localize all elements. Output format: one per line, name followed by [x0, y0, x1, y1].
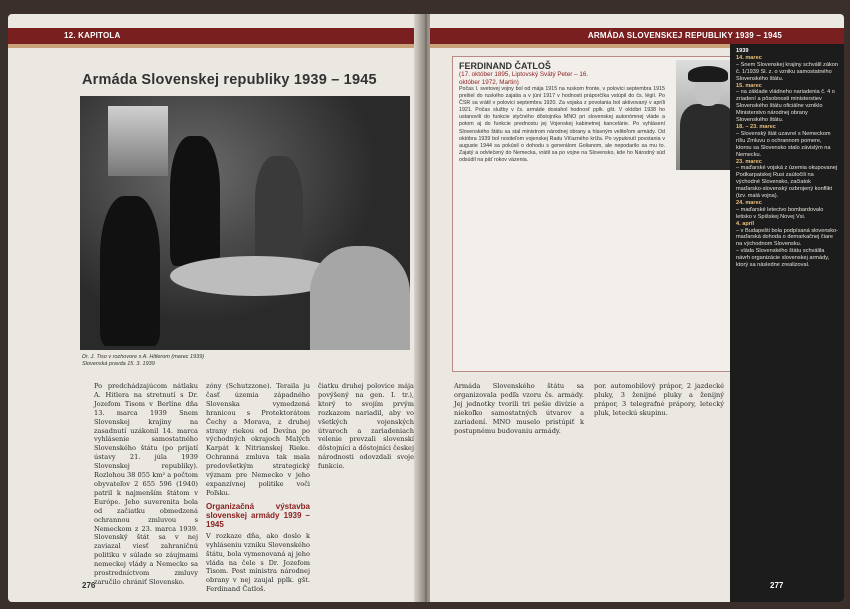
- text-column-right-2: [594, 382, 724, 418]
- text-column-1: [94, 382, 198, 587]
- header-band: ARMÁDA SLOVENSKEJ REPUBLIKY 1939 – 1945: [430, 28, 844, 44]
- paragraph: zóny (Schutzzone). Teraila ju časť územia západného Slovenska vymedzená hranicou s Protektorátom Čechy a Morava, z druhej strany riekou od Devína po východných okrajoch Malých Karpát k Nitrianskej Rieke. Ochranná zmluva tak mala predovšetkým strategický význam pre Nemecko v jeho expanzívnej politike voči Poľsku.: [206, 382, 310, 497]
- chapter-band: 12. KAPITOLA: [8, 28, 422, 44]
- page-number-right: 277: [770, 581, 784, 590]
- page-number-left: 276: [82, 581, 96, 590]
- bio-text: Počas I. svetovej vojny bol od mája 1915 na ruskom fronte, v polovici septembra 1915 prešiel do ruského zajatia a v júni 1917 v hodnosti práporčíka vstúpil do čs. légií. Po ČSR sa vrátil v polovici septembra 1920. Za vojaka z povolania bol aktivovaný v apríli 1921. Počas služby v čs. armáde dosiahol hodnosť pplk. gšt. V októbri 1938 ho ustanovili do funkcie styčného dôstojníka MNO pri slovenskej autonómnej vláde a potom aj do funkcie prednostu jej Vojenskej kabinetnej kancelárie. Po vyhlásení Slovenského štátu sa stal ministrom národnej obrany a hlavným veliteľom armády. Od októbra 1939 bol nositeľom vojenskej Radu Víťazného kríža. Po vypuknutí povstania v auguste 1944 sa pokúsil o dohodu s generálom Golianom, ale nepodarilo sa mu to. Zajatý a odvlečený do Nemecka, vrátil sa po vojne na Slovensko, kde ho Národný súd odsúdil na päť rokov väzenia.: [459, 86, 665, 163]
- text-column-right-1: [454, 382, 584, 435]
- figure-right: [310, 246, 410, 350]
- paragraph: Po predchádzajúcom nátlaku A. Hitlera na stretnutí s Dr. Jozefom Tisom v Berlíne dňa 13. marca 1939 Snem Slovenskej krajiny na zasadnutí uzákonil 14. marca vyhlásenie samostatného Slovenského štátu (po prijatí ústavy 21. júla 1939 Slovenskej republiky). Rozlohou 38 055 km² a počtom obyvateľov 2 655 596 (1940) patril k najmenším štátom v Európe. Jeho suverenita bola od začiatku obmedzená ochrannou zmluvou s Nemeckom z 23. marca 1939. Slovenský štát sa v nej zaviazal viesť zahraničnú politiku v súlade so záujmami nemeckej vlády a Nemecko sa prostredníctvom zmluvy zaručilo chrániť Slovensko.: [94, 382, 198, 586]
- left-page: [8, 14, 422, 602]
- figure-left: [170, 136, 220, 266]
- text-column-3: [318, 382, 414, 471]
- timeline-entry: 1939 14. marec – Snem Slovenskej krajiny schválil zákon č. 1/1939 Sl. z. o vzniku samostatného Slovenského štátu.: [736, 48, 838, 82]
- page-title: Armáda Slovenskej republiky 1939 – 1945: [82, 72, 377, 88]
- right-page: [430, 14, 844, 602]
- uniform-shape: [680, 104, 736, 170]
- timeline-entry: 15. marec – na základe vládneho nariadenia č. 4 o zriadení a pôsobnosti ministerstiev Slovenského štátu oficiálne vzniklo Ministerstvo národnej obrany Slovenského štátu.: [736, 82, 835, 124]
- paragraph: por. automobilový prápor, 2 jazdecké pluky, 3 ženijné pluky a ženijný prápor, 3 telegrafné prápory, letecký pluk, leteckú skupinu.: [594, 382, 724, 417]
- cap-shape: [688, 66, 728, 82]
- bio-name: FERDINAND ČATLOŠ: [459, 61, 551, 71]
- header-stripe: [8, 44, 422, 48]
- figure-center: [255, 156, 303, 266]
- timeline-entry: – vláda Slovenského štátu schválila návrh organizácie slovenskej armády, ktorý sa následne zrealizoval.: [736, 248, 830, 269]
- section-heading: Organizačná výstavba slovenskej armády 1939 – 1945: [206, 501, 310, 529]
- figure-front: [100, 196, 160, 346]
- paragraph: čiatku druhej polovice mája povýšený na gen. I. tr.), ktorý to svojím prvým rozkazom nariadil, aby vo všetkých vojenských útvaroch a zariadeniach velenie prevzali slovenskí dôstojníci a dôstojníci českej národnosti odovzdali svoje funkcie.: [318, 382, 414, 471]
- timeline-entry: 4. apríl – v Budapešti bola podpísaná slovensko-maďarská dohoda o demarkačnej čiare na východnom Slovensku.: [736, 220, 838, 248]
- open-book: [8, 14, 844, 602]
- timeline-entry: 23. marec – maďarské vojská z územia okupovanej Podkarpatskej Rusi zaútočili na východné Slovensko, začiatok maďarsko-slovenský ozbrojený konflikt (tzv. malá vojna).: [736, 158, 838, 200]
- window-shape: [108, 106, 168, 176]
- photo-caption: [82, 354, 282, 368]
- paragraph: V rozkaze dňa, ako doslo k vyhláseniu vzniku Slovenského štátu, bola vymenovaná aj jeho vláda na čele s Dr. Jozefom Tisom. Post ministra národnej obrany v nej zaujal pplk. gšt. Ferdinand Čatloš.: [206, 531, 310, 594]
- bio-dates: (17. október 1895, Liptovský Svätý Peter – 16. október 1972, Martin): [459, 71, 589, 86]
- caption-line-1: Dr. J. Tiso v rozhovore s A. Hitlerom (marec 1939): [82, 354, 205, 360]
- caption-line-2: Slovenská pravda 15. 3. 1939: [82, 361, 155, 367]
- timeline-sidebar: [730, 44, 844, 602]
- header-stripe: [430, 44, 730, 48]
- timeline-entry: 24. marec – maďarské letectvo bombardovalo letisko v Spišskej Novej Vsi.: [736, 199, 824, 220]
- text-column-2: [206, 382, 310, 594]
- historical-photo: [80, 96, 410, 350]
- timeline-entry: 18. – 23. marec – Slovenský štát uzavrel s Nemeckom ríšu Zmluvu o ochrannom pomere, ktorou sa Slovensko stalo závislým na Nemecku.: [736, 123, 831, 158]
- paragraph: Armáda Slovenského štátu sa organizovala podľa vzoru čs. armády. Jej jednotky tvorili tri pešie divízie a niekoľko samostatných útvarov a zariadení. MNO muselo pristúpiť k postupnému budovaniu armády.: [454, 382, 584, 435]
